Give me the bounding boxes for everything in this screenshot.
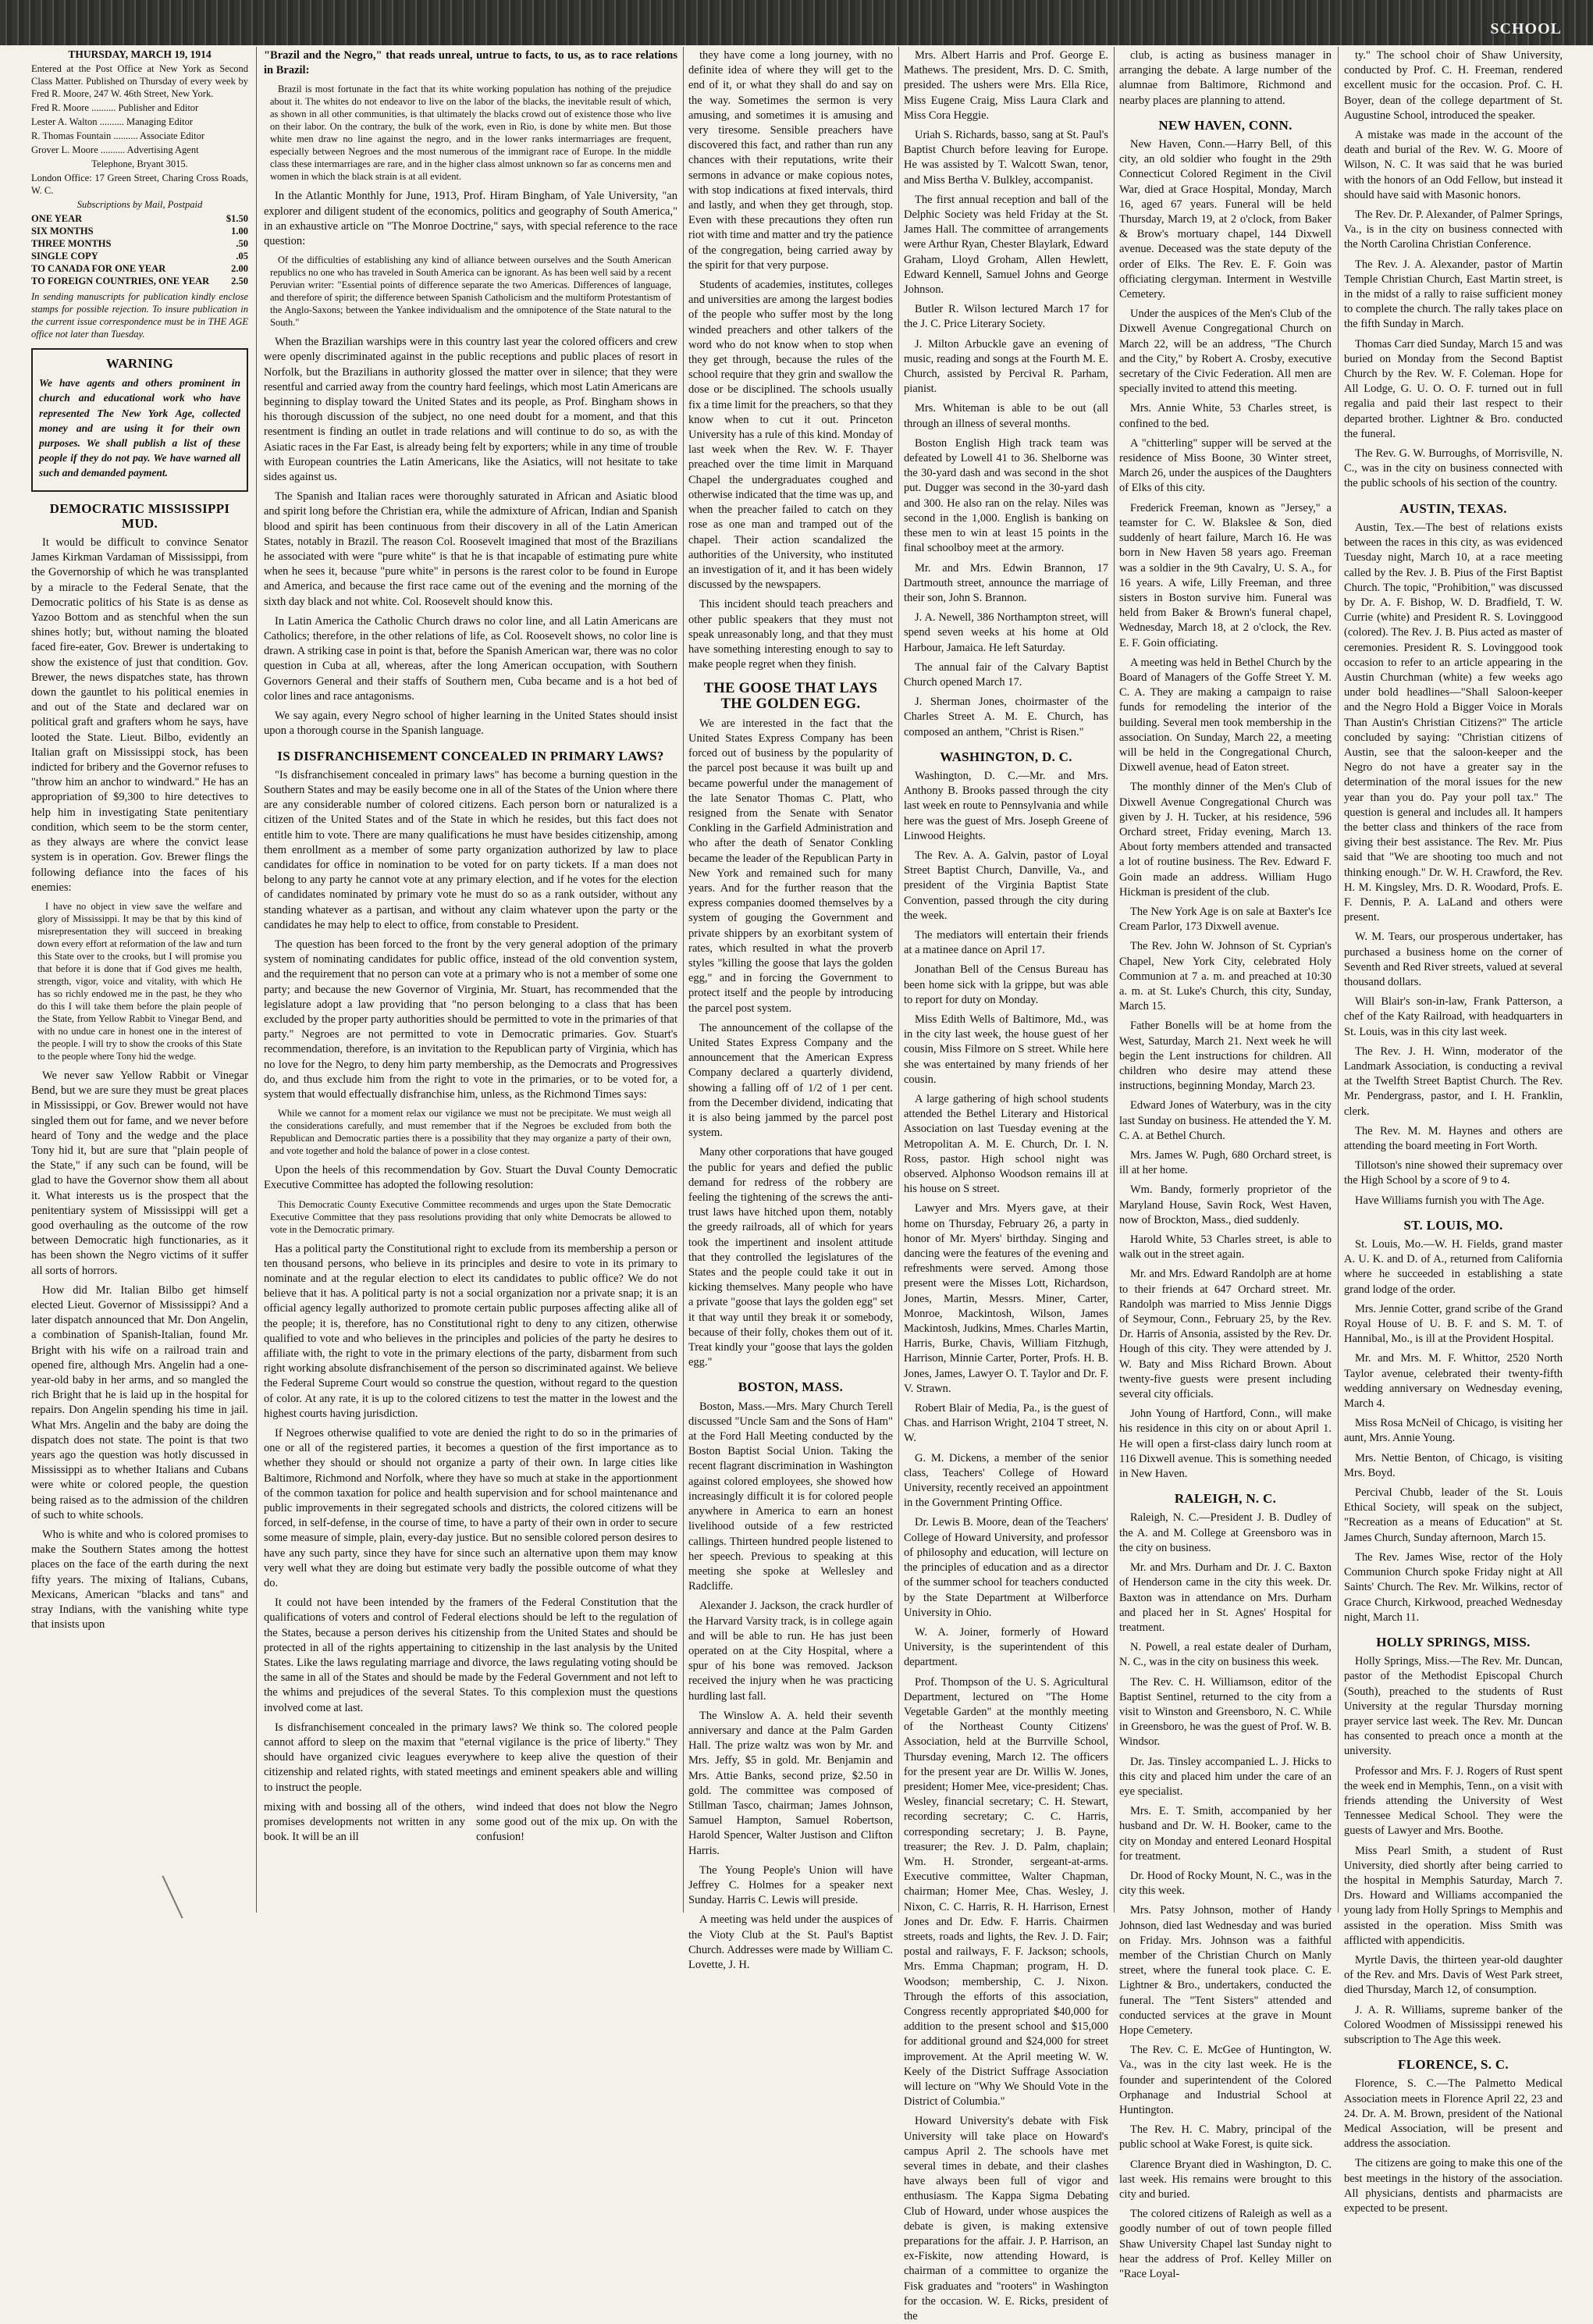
header-label: SCHOOL — [1490, 20, 1562, 37]
news-item: St. Louis, Mo.—W. H. Fields, grand master A. U. K. and D. of A., returned from California where he succeeded in establishing a state grand lodge of the order. — [1344, 1238, 1563, 1296]
news-item: Austin, Tex.—The best of relations exists between the races in this city, as was evidenced Tuesday night, March 10, at a race meeting called by the Rev. J. B. Pius of the First Baptist Church. The topic, "Prohibition," was discussed by Dr. A. F. Bishop, W. D. Bradfield, T. W. Currie (white) and President R. S. Lovinggood (colored). The Rev. J. B. Pius acted as master of ceremonies. President R. S. Lovinggood took occasion to refer to an article appearing in the Austin Churchman (white) a few weeks ago under bold headlines—"Shall Saloon-keeper and the Negro Hold a Bigger Voice in Morals Than Austin's Christian Citizens?" The article concluded by saying: "Christian citizens of Austin, see that the saloon-keeper and the Negro do not have a greater say in the determination of the moral issues for the new year than you do. Pay your poll tax." The question is general and includes all. It hampers the better class and thinkers of the race from giving their best assistance. The Rev. Mr. Pius said that "We are shooting too much and not thinking enough." Dr. W. H. Crawford, the Rev. H. M. Kingsley, Mrs. D. R. Woodard, Profs. E. F. Dennis, P. A. LaLand and others were present. — [1344, 521, 1563, 924]
telephone: Telephone, Bryant 3015. — [91, 158, 188, 169]
news-item: Mr. and Mrs. Durham and Dr. J. C. Baxton of Henderson came in the city this week. Dr. Baxton was in attendance on Mrs. Durham and placed her in St. Agnes' Hospital for treatment. — [1119, 1561, 1332, 1634]
news-item: The Rev. J. A. Alexander, pastor of Martin Temple Christian Church, East Martin street, is in the midst of a rally to raise sufficient money to complete the church. The rally takes place on the fifth Sunday in March. — [1344, 258, 1563, 331]
news-item: The Rev. Dr. P. Alexander, of Palmer Springs, Va., is in the city on business connected with the North Carolina Christian Conference. — [1344, 208, 1563, 251]
article-kicker: "Brazil and the Negro," that reads unreal, untrue to facts, to us, as to race relations in Brazil: — [264, 49, 677, 77]
news-item: J. A. R. Williams, supreme banker of the Colored Woodmen of Mississippi renewed his subscription to The Age this week. — [1344, 2003, 1563, 2046]
article-paragraph: In Latin America the Catholic Church draws no color line, and all Latin Americans are Catholics; therefore, in the other relations of life, as Col. Roosevelt shows, no color line is drawn. A striking case in point is that, before the Spanish American war, there was no color question in Cuba at all, whereas, after the long American occupation, with Southern Governors General and their staffs of Southern men, Cuba became and is a hot bed of color lines and race antagonisms. — [264, 614, 677, 703]
rate-term: ONE YEAR — [31, 213, 83, 224]
news-item: Boston English High track team was defeated by Lowell 41 to 36. Shelborne was the 30-yard dash and was second in the shot put. Dugger was second in the 30-yard dash and 300. He also ran on the relay. Niles was second in the 1,000. English is banking on these men to win at least 15 points in the final schoolboy meet at the armory. — [904, 436, 1108, 555]
column-3 — [688, 48, 893, 1971]
news-item: A meeting was held under the auspices of the Vioty Club at the St. Paul's Baptist Church. Addresses were made by William C. Lovette, J. H. — [688, 1913, 893, 1971]
block-quote: Brazil is most fortunate in the fact that its white working population has nothing of the prejudice about it. The whites do not endeavor to live on the labor of the blacks, the inevitable result of which, as shown in all other communities, is that ultimately the blacks crowd out of existence those who live on their labor. On the contrary, the bulk of the work, even in Rio, is done by white men. But those white men draw no line against the negro, and in the lower ranks intermarriages are frequent, especially between Negroes and the most numerous of the immigrant race of Europe. In the middle class these intermarriages are rare, and in the higher class almost unknown so far as concerns men and women in which the black strain is at all evident. — [270, 84, 671, 183]
section-title: WASHINGTON, D. C. — [940, 749, 1072, 764]
news-item: Have Williams furnish you with The Age. — [1355, 1194, 1545, 1207]
warning-body: We have agents and others prominent in church and educational work who have represented The New York Age, collected money and are using it for their own purposes. We shall publish a list of these people if they do not pay. We have warned all such and demanded payment. — [39, 377, 240, 479]
news-item: The New York Age is on sale at Baxter's Ice Cream Parlor, 173 Dixwell avenue. — [1119, 905, 1332, 934]
article-paragraph: If Negroes otherwise qualified to vote are denied the right to do so in the primaries of one or all of the registered parties, it becomes a question of the first importance as to whether they should or should not organize a party of their own. In large cities like Baltimore, Richmond and Norfolk, where they have so much at stake in the apportionment of the common taxation for police and health supervision and for school maintenance and public improvements in their segregated schools and districts, the colored citizens will be forced, in self-defense, in the course of time, to have a party of their own in order to secure some measure of simple, plain, every-day justice. But no sensible colored person desires to have any such party, since they have for since such an alternative upon them may know very well what they are doing but estimate very badly the possible outcome of what they do. — [264, 1427, 677, 1590]
news-item: John Young of Hartford, Conn., will make his residence in this city on or about April 1. He will open a first-class dairy lunch room at 116 Dixwell avenue. This is something needed in New Haven. — [1119, 1408, 1332, 1481]
article-paragraph: The question has been forced to the front by the very general adoption of the primary system of nominating candidates for public office, instead of the old convention system, and the requirement that no person can vote at a primary who is not a member of some one party; and because the new Governor of Virginia, Mr. Stuart, has recommended that the legislature adopt a law providing that "no person belonging to a class that has been excluded by the proper party authorities should be permitted to vote in the primaries of that party." Negroes are not permitted to vote in Democratic primaries. Gov. Stuart's recommendation, therefore, is an invitation to the Republican party of Virginia, which has no love for the Negro, to deny him party membership, as the Democrats and Progressives do, and thus exclude him from the right to vote in the primaries, or to be voted for, a system that would effectually disfranchise him, unless, as the Richmond Times says: — [264, 938, 677, 1101]
section-title: RALEIGH, N. C. — [1174, 1491, 1277, 1507]
block-quote: While we cannot for a moment relax our vigilance we must not be precipitate. We must weigh all the considerations carefully, and must remember that if the Negroes be excluded from both the Republican and Democratic parties there is a possibility that they may organize a party of their own, and vote together and hold the balance of power in a close contest. — [270, 1108, 671, 1157]
news-item: G. M. Dickens, a member of the senior class, Teachers' College of Howard University, recently received an appointment in the Government Printing Office. — [904, 1451, 1108, 1510]
article-title: DEMOCRATIC MISSISSIPPI MUD. — [49, 500, 230, 531]
rate-term: TO FOREIGN COUNTRIES, ONE YEAR — [31, 276, 210, 286]
rate-price: .05 — [236, 251, 248, 262]
section-title: NEW HAVEN, CONN. — [1158, 117, 1293, 133]
news-item: Under the auspices of the Men's Club of the Dixwell Avenue Congregational Church on March 22, will be an address, "The Church and the City," by Robert A. Crosby, executive secretary of the Civic Federation. All men are specially invited to attend this meeting. — [1119, 308, 1332, 396]
news-item: J. Milton Arbuckle gave an evening of music, reading and songs at the Fourth M. E. Church, assisted by Percival R. Parham, pianist. — [904, 337, 1108, 396]
article-paragraph: We say again, every Negro school of higher learning in the United States should insist upon a thorough course in the Spanish language. — [264, 710, 677, 738]
article-paragraph: they have come a long journey, with no definite idea of where they will get to the end of it, or what they shall do and say on the way. Sometimes the sermon is very amusing, and sometimes it is amusing and very tiresome. Sensible preachers have discovered this fact, and rather than run any chances with their reputations, write their sermons in advance or make copious notes, with stop indications at fixed intervals, third and lastly, and when they get through, stop. Even with these precautions they often run riot with time and matter and try the patience of the congregation, being carried away by the spirit for that very purpose. — [688, 49, 893, 272]
news-item: A mistake was made in the account of the death and burial of the Rev. W. G. Moore of Wilson, N. C. It was said that he was buried with the honors of an Odd Fellow, but instead it should have said with Masonic honors. — [1344, 129, 1563, 201]
news-item: The Winslow A. A. held their seventh anniversary and dance at the Palm Garden Hall. The prize waltz was won by Mr. and Mrs. Jeffy, $5 in gold. Mr. Benjamin and Mrs. Attie Banks, second prize, $2.50 in gold. The committee was composed of Stillman Tasco, chairman; James Johnson, Samuel Hampton, Samuel Robertson, Harold Spencer, Walter Justison and Clifton Harris. — [688, 1709, 893, 1857]
rate-row — [31, 262, 248, 275]
article-paragraph: It would be difficult to convince Senator James Kirkman Vardaman of Mississippi, from the Governorship of which he was transplanted by a miracle to the Federal Senate, that the Democratic politics of his State is as dense as Yazoo Bottom and as stenchful when the sun shines hotly; but, without naming the bloated faced fire-eater, Gov. Brewer is undertaking to show the existence of just that condition. Gov. Brewer, the news dispatches state, has thrown down the gauntlet to his political enemies in and out of the State and declared war on political graft and grafters whom he says, have looted the State. Lieut. Bilbo, evidently an Italian graft on Mississippi stock, has been indicted for bribery and the Governor refuses to "throw him an anchor to windward." He has an appropriation of $9,300 to hire detectives to help him in investigating State penitentiary condition, which seem to be the storm center, as they always are where the convict lease system is in operation. Gov. Brewer flings the following defiance into the faces of his enemies: — [31, 536, 248, 894]
news-item: Jonathan Bell of the Census Bureau has been home sick with la grippe, but was able to report for duty on Monday. — [904, 963, 1108, 1006]
article-paragraph: Many other corporations that have gouged the public for years and defied the public demand for redress of the robbery are feeling the tightening of the screws the anti-trust laws have hitched upon them, notably the greedy railroads, all of which for years took the impertinent and insolent attitude that they controlled the legislatures of the States and the people could take it out in kicking themselves. Many people who have a private "goose that lays the golden egg" set it that way until they break it or somebody, because of their folly, chokes them out of it. Treat kindly your "goose that lays the golden egg." — [688, 1146, 893, 1369]
news-item: The Rev. James Wise, rector of the Holy Communion Church spoke Friday night at All Saints' Church. The Rev. Mr. Wilkins, rector of Grace Church, Kirkwood, preached Wednesday night, March 11. — [1344, 1550, 1563, 1624]
section-title: FLORENCE, S. C. — [1398, 2057, 1509, 2073]
entry-notice: Entered at the Post Office at New York as Second Class Matter. Published on Thursday of every week by Fred R. Moore, 247 W. 46th Street, New York. — [31, 63, 248, 99]
news-item: J. A. Newell, 386 Northampton street, will spend seven weeks at his home at Old Harbour, Jamaica. He left Saturday. — [904, 611, 1108, 654]
rate-price: $1.50 — [226, 213, 248, 224]
masthead — [31, 48, 248, 340]
column-rule — [1114, 47, 1115, 1913]
news-item: Frederick Freeman, known as "Jersey," a teamster for C. W. Blakslee & Son, died suddenly of heart failure, March 16. He was born in New Haven 58 years ago. Freeman was a soldier in the 9th Cavalry, U. S. A., for 16 years. A wife, Lilly Freeman, and three sisters in Boston survive him. Funeral was held from Baker & Brown's funeral chapel, Wednesday, March 18, at 2 o'clock, the Rev. E. F. Goin officiating. — [1119, 501, 1332, 650]
news-item: Howard University's debate with Fisk University will take place on Howard's campus April 2. The schools have met several times in debate, and their clashes have always been full of vigor and enthusiasm. The Kappa Sigma Debating Club of Howard, under whose auspices the debate is given, is making extensive preparations for the affair. J. P. Harrison, an ex-Fiskite, now attending Howard, is chairman of a committee to organize the Fisk graduates and "rooters" in Washington for the occasion. W. E. Ricks, president of the — [904, 2115, 1108, 2323]
news-item: Mrs. Nettie Benton, of Chicago, is visiting Mrs. Boyd. — [1344, 1451, 1563, 1479]
article-paragraph: When the Brazilian warships were in this country last year the colored officers and crew were openly discriminated against in the public receptions and public places of resort in Norfolk, but the Brazilians in authority glossed the matter over in silence; that they were resentful and carried away from the country hard feelings, which most Latin Americans are beginning to display toward the United States and its people, as Prof. Bingham shows in his thorough discussion of the subject, no one need doubt for a moment, and that this resentment is finding an outlet in trade relations and will continue to do so, as with the Asiatic races in the Far East, is already being felt by exporters; while in any time of trouble with European countries the Latin Americans, like the Asiatics, will not hesitate to take sides against us. — [264, 336, 677, 484]
issue-date: THURSDAY, MARCH 19, 1914 — [68, 48, 212, 60]
article-paragraph: The Spanish and Italian races were thoroughly saturated in African and Asiatic blood and spirit long before the Christian era, while the admixture of African, Indian and Spanish blood and spirit has been continuous from their discovery in all of the Latin American States, notably in Brazil. The reason Col. Roosevelt imagined that most of the Brazilians he associated with were "pure white" is that he is that incapable of estimating pure white when he sees it, because "pure white" in persons is the rarest color to be found in Europe and America, and because the first race came out of the evening and the morning of the sixth day black and not white. Col. Roosevelt should know this. — [264, 490, 677, 608]
news-item: Washington, D. C.—Mr. and Mrs. Anthony B. Brooks passed through the city last week en route to Pennsylvania and while here was the guest of Mrs. Joseph Greene of Linwood Heights. — [904, 769, 1108, 842]
section-title: ST. LOUIS, MO. — [1403, 1217, 1503, 1233]
article-paragraph: In the Atlantic Monthly for June, 1913, Prof. Hiram Bingham, of Yale University, "an explorer and diligent student of the economics, politics and geography of South America," in an exhaustive article on "The Monroe Doctrine," says, with special reference to the race question: — [264, 190, 677, 248]
news-item: Lawyer and Mrs. Myers gave, at their home on Thursday, February 26, a party in honor of Mr. Myers' birthday. Singing and dancing were the features of the evening and refreshments were served. Among those present were the Misses Lott, Richardson, Jones, Martin, Messrs. Miner, Carter, Monroe, Mackintosh, Wilson, James Mackintosh, Judkins, Mmes. Charles Martin, Harris, Burke, Chavis, William Fitzhugh, Harrison, Minnie Carter, Porter, Profs. H. B. Jones, James, Lawyer O. T. Taylor and Dr. F. V. Strawn. — [904, 1202, 1108, 1395]
news-item: The Young People's Union will have Jeffrey C. Holmes for a speaker next Sunday. Harris C. Lewis will preside. — [688, 1863, 893, 1907]
news-item: The Rev. A. A. Galvin, pastor of Loyal Street Baptist Church, Danville, Va., and president of the Virginia Baptist State Convention, passed through the city during the week. — [904, 849, 1108, 922]
news-item: Percival Chubb, leader of the St. Louis Ethical Society, will speak on the subject, "Recreation as a means of Education" at St. James Church, Sunday afternoon, March 15. — [1344, 1486, 1563, 1544]
column-2 — [264, 48, 677, 1906]
tail-left: mixing with and bossing all of the others, promises developments not written in any book. It will be an ill — [264, 1800, 465, 1844]
submission-notice: In sending manuscripts for publication kindly enclose stamps for possible rejection. To insure publication in the current issue correspondence must be in THE AGE office not later than Tuesday. — [31, 291, 248, 340]
news-item: Florence, S. C.—The Palmetto Medical Association meets in Florence April 22, 23 and 24. Dr. A. M. Brown, president of the National Medical Association, will be present and address the association. — [1344, 2077, 1563, 2151]
news-item: N. Powell, a real estate dealer of Durham, N. C., was in the city on business this week. — [1119, 1641, 1332, 1669]
news-item: Edward Jones of Waterbury, was in the city last Sunday on business. He attended the Y. M. C. A. at Bethel Church. — [1119, 1099, 1332, 1142]
rate-row — [31, 225, 248, 237]
top-ink-strip — [0, 0, 1593, 45]
news-item: Boston, Mass.—Mrs. Mary Church Terell discussed "Uncle Sam and the Sons of Ham" at the Ford Hall Meeting conducted by the Boston Baptist Social Union. Taking the recent flagrant discrimination in Washington against colored employees, she showed how increasingly difficult it is for colored people anywhere in America to earn an honest livelihood outside of a few restricted callings. Thirteen hundred people listened to her speech. Previous to speaking at this meeting she spoke at Wellesley and Radcliffe. — [688, 1400, 893, 1593]
news-item: Alexander J. Jackson, the crack hurdler of the Harvard Varsity track, is in college again and will be able to run. He has just been operated on at the City Hospital, where a spur of his bone was removed. Jackson received the injury when he was practicing hurdling last fall. — [688, 1600, 893, 1703]
rate-price: 2.00 — [231, 263, 248, 274]
news-item: The monthly dinner of the Men's Club of Dixwell Avenue Congregational Church was given by J. H. Tucker, at his residence, 596 Orchard street, Friday evening, March 13. About forty members attended and transacted a lot of routine business. The Rev. Edward F. Goin made an address. William Hugo Hickman is president of the club. — [1119, 781, 1332, 899]
news-item: Mr. and Mrs. M. F. Whittor, 2520 North Taylor avenue, celebrated their twenty-fifth wedding anniversary on Wednesday evening, March 4. — [1344, 1352, 1563, 1411]
column-rule — [1338, 47, 1339, 1913]
article-paragraph: The announcement of the collapse of the United States Express Company and the announcement that the American Express Company declared a quarterly dividend, showing a falling off of 1/2 of 1 per cent. from the December dividend, indicating that it is also being jammed by the parcel post system. — [688, 1021, 893, 1140]
news-item: The Rev. J. H. Winn, moderator of the Landmark Association, is conducting a revival at the Twelfth Street Baptist Church. The Rev. Mr. Pendergrass, pastor, and I. H. Franklin, clerk. — [1344, 1045, 1563, 1118]
article-paragraph: It could not have been intended by the framers of the Federal Constitution that the qualifications of voters and control of Federal elections should be left to the regulation of the States, because a person derives his citizenship from the United States and should be protected in all of the rights appertaining to citizenship in the last analysis by the United States. Like the laws regulating marriage and divorce, the laws regulating voting should be the same in all of the States and should be made by the Federal Government and not left to the whims and prejudices of the several States. To this complexion must the questions involved come at last. — [264, 1596, 677, 1714]
rate-term: THREE MONTHS — [31, 238, 112, 249]
column-1 — [31, 48, 248, 1906]
warning-box — [31, 348, 248, 492]
article-tail — [264, 1800, 677, 1850]
block-quote: I have no object in view save the welfare and glory of Mississippi. It may be that by this kind of misrepresentation they will succeed in breaking down every effort at reformation of the law and turn this State over to the crooks, but I will promise you that before it is done that if God gives me health, strength, vigor, voice and vitality, with which He has so richly endowed me in the past, he they who do this I will take them before the plain people of the State, from Yellow Rabbit to Vinegar Bend, and with no undue care in honest one in the interest of the people. I will try to show the crooks of this State to the people where Tony hid the wedge. — [37, 900, 242, 1062]
news-item: Mrs. Patsy Johnson, mother of Handy Johnson, died last Wednesday and was buried on Friday. Mrs. Johnson was a faithful member of the Christian Church on Manly street, where the funeral took place. C. E. Lightner & Bro., undertakers, conducted the funeral. The "Tent Sisters" attended and conducted services at the grave in Mount Hope Cemetery. — [1119, 1904, 1332, 2037]
news-item: W. A. Joiner, formerly of Howard University, is the superintendent of this department. — [904, 1625, 1108, 1669]
warning-title: WARNING — [105, 356, 174, 371]
news-item: Dr. Lewis B. Moore, dean of the Teachers' College of Howard University, and professor of philosophy and education, will lecture on the principles of education and as a director of the summer school for teachers conducted by the State Department at Wilberforce University in Ohio. — [904, 1516, 1108, 1619]
rate-term: SINGLE COPY — [31, 251, 98, 262]
news-item: Harold White, 53 Charles street, is able to walk out in the street again. — [1119, 1233, 1332, 1262]
rate-row — [31, 275, 248, 287]
article-paragraph: Who is white and who is colored promises to make the Southern States among the hottest places on the face of the earth during the next fifty years. The mixing of Italians, Cubans, Mexicans, American "blacks and tans" and stray Indians, with the vanishing white type that insists upon — [31, 1529, 248, 1632]
news-item: A meeting was held in Bethel Church by the Board of Managers of the Goffe Street Y. M. C. A. They are making a campaign to raise funds for remodeling the interior of the building. Several men took membership in the association. On Sunday, March 22, a meeting will be held in the Congregational Church, Dixwell avenue, head of Eaton street. — [1119, 656, 1332, 774]
news-item: ty." The school choir of Shaw University, conducted by Prof. C. H. Freeman, rendered excellent music for the occasion. Prof. C. H. Boyer, dean of the college department of St. Augustine School, introduced the speaker. — [1344, 49, 1563, 122]
column-6 — [1344, 48, 1563, 2215]
news-item: Thomas Carr died Sunday, March 15 and was buried on Monday from the Second Baptist Church by the Rev. W. F. Coleman. Hope for All Lodge, G. U. O. O. F. turned out in full regalia and paid their last respect to their departed brother. Lightner & Bro. conducted the funeral. — [1344, 337, 1563, 440]
news-item: Holly Springs, Miss.—The Rev. Mr. Duncan, pastor of the Methodist Episcopal Church (South), preached to the students of Rust University at the regular Thursday morning prayer service last week. The Rev. Mr. Duncan has consented to preach once a month at the university. — [1344, 1655, 1563, 1758]
news-item: Uriah S. Richards, basso, sang at St. Paul's Baptist Church before leaving for Europe. He was assisted by T. Walcott Swan, tenor, and Miss Bertha V. Bulkley, accompanist. — [904, 129, 1108, 187]
branch-office: London Office: 17 Green Street, Charing Cross Roads, W. C. — [31, 173, 248, 196]
news-item: Clarence Bryant died in Washington, D. C. last week. His remains were brought to this city and buried. — [1119, 2158, 1332, 2201]
block-quote: Of the difficulties of establishing any kind of alliance between ourselves and the South American republics no one who has traveled in South America can be ignorant. As has been well said by a recent Peruvian writer: "Essential points of difference separate the two Americas. Differences of language, and therefore of spirit; the difference between Spanish Catholicism and the multiform Protestantism of the Anglo-Saxons; between the Yankee individualism and the omnipotence of the State natural to the South." — [270, 254, 671, 329]
news-item: Mrs. James W. Pugh, 680 Orchard street, is ill at her home. — [1119, 1149, 1332, 1177]
section-title: HOLLY SPRINGS, MISS. — [1376, 1634, 1531, 1650]
news-item: The Rev. C. H. Williamson, editor of the Baptist Sentinel, returned to the city from a visit to Winston and Greensboro, N. C. While in Greensboro, he was the guest of Prof. W. B. Windsor. — [1119, 1675, 1332, 1749]
news-item: Robert Blair of Media, Pa., is the guest of Chas. and Harrison Wright, 2104 T street, N. W. — [904, 1402, 1108, 1445]
article-title: IS DISFRANCHISEMENT CONCEALED IN PRIMARY LAWS? — [277, 748, 664, 763]
article-paragraph: Students of academies, institutes, colleges and universities are among the largest bodies of the people who suffer most by the long winded preachers and other talkers of the word who do not know when to stop when they get through, because the rules of the school require that they grin and swallow the dose or be disciplined. The schools usually fix a time limit for the preachers, so that they know when to cut it out. Princeton University has a rule of this kind. Monday of last week when the Rev. W. F. Thayer preached over the time limit in Marquand Chapel the undergraduates coughed and otherwise indicated that the time was up, and when the preacher failed to catch on they rose as one man and tramped out of the chapel. Their action scandalized the authorities of the University, who instituted an investigation of it, and it has been widely discussed by the newspapers. — [688, 279, 893, 592]
staff-line: R. Thomas Fountain .......... Associate Editor — [31, 130, 204, 141]
article-paragraph: Upon the heels of this recommendation by Gov. Stuart the Duval County Democratic Executive Committee has adopted the following resolution: — [264, 1164, 677, 1192]
news-item: Myrtle Davis, the thirteen year-old daughter of the Rev. and Mrs. Davis of West Park street, died Thursday, March 12, of consumption. — [1344, 1953, 1563, 1997]
news-item: Miss Pearl Smith, a student of Rust University, died shortly after being carried to the hospital in Memphis Saturday, March 7. Drs. Howard and Williams accompanied the young lady from Holly Springs to Memphis and assisted in the operation. Miss Smith was afflicted with appendicitis. — [1344, 1844, 1563, 1947]
news-item: Miss Edith Wells of Baltimore, Md., was in the city last week, the house guest of her cousin, Miss Filmore on S street. While here she was entertained by many friends of her cousin. — [904, 1013, 1108, 1086]
news-item: J. Sherman Jones, choirmaster of the Charles Street A. M. E. Church, has composed an anthem, "Christ is Risen." — [904, 696, 1108, 738]
news-item: The Rev. H. C. Mabry, principal of the public school at Wake Forest, is quite sick. — [1119, 2123, 1332, 2151]
news-item: Raleigh, N. C.—President J. B. Dudley of the A. and M. College at Greensboro was in the city on business. — [1119, 1511, 1332, 1554]
rate-price: .50 — [236, 238, 248, 249]
staff-line: Grover L. Moore .......... Advertising Agent — [31, 144, 199, 155]
news-item: Dr. Hood of Rocky Mount, N. C., was in the city this week. — [1119, 1869, 1332, 1898]
rate-term: SIX MONTHS — [31, 226, 94, 237]
rate-price: 2.50 — [231, 276, 248, 286]
news-item: The colored citizens of Raleigh as well as a goodly number of out of town people filled Shaw University Chapel last Sunday night to hear the address of Prof. Kelley Miller on "Race Loyal- — [1119, 2208, 1332, 2281]
article-title: THE GOOSE THAT LAYS THE GOLDEN EGG. — [703, 681, 878, 712]
news-item: The mediators will entertain their friends at a matinee dance on April 17. — [904, 928, 1108, 957]
column-4 — [904, 48, 1108, 2323]
rate-row — [31, 237, 248, 250]
section-title: BOSTON, MASS. — [738, 1379, 844, 1395]
article-paragraph: This incident should teach preachers and other public speakers that they must not speak unreasonably long, and that they must have something interesting enough to say to make people regret when they finish. — [688, 598, 893, 671]
rate-term: TO CANADA FOR ONE YEAR — [31, 263, 166, 274]
news-item: The Rev. G. W. Burroughs, of Morrisville, N. C., was in the city on business connected with the public schools of his section of the country. — [1344, 447, 1563, 490]
news-item: The first annual reception and ball of the Delphic Society was held Friday at the St. James Hall. The committee of arrangements were Arthur Ryan, Chester Blaylark, Edward Graham, Lloyd Groham, Allen Hewlett, Edward Kennell, Samuel Johns and George Johnson. — [904, 193, 1108, 297]
news-item: Professor and Mrs. F. J. Rogers of Rust spent the week end in Memphis, Tenn., on a visit with friends attending the University of West Tennessee Medical School. They were the guests of Lawyer and Mrs. Boothe. — [1344, 1764, 1563, 1838]
news-item: A "chitterling" supper will be served at the residence of Miss Boone, 30 Winter street, March 26, under the auspices of the Daughters of Elks of this city. — [1119, 436, 1332, 495]
news-item: Mrs. E. T. Smith, accompanied by her husband and Dr. W. H. Booker, came to the city on Monday and entered Leonard Hospital for treatment. — [1119, 1805, 1332, 1863]
news-item: Mr. and Mrs. Edwin Brannon, 17 Dartmouth street, announce the marriage of their son, John S. Brannon. — [904, 561, 1108, 604]
news-item: club, is acting as business manager in arranging the debate. A large number of the alumnae from Baltimore, Richmond and nearby places are planning to attend. — [1119, 49, 1332, 107]
column-5 — [1119, 48, 1332, 2281]
news-item: Mrs. Albert Harris and Prof. George E. Mathews. The president, Mrs. D. C. Smith, presided. The ushers were Mrs. Ella Rice, Miss Eugene Craig, Miss Laura Clark and Miss Cora Heggie. — [904, 49, 1108, 122]
news-item: New Haven, Conn.—Harry Bell, of this city, an old soldier who fought in the 29th Connecticut Colored Regiment in the Civil War, died at Grace Hospital, Monday, March 16, aged 67 years. Funeral will be held Thursday, March 19, at 2 o'clock, from Baker & Brow's mortuary chapel, 144 Dixwell avenue. Deceased was the state deputy of the order of Elks. The Rev. E. F. Goin was officiating clergyman. Interment in Westville Cemetery. — [1119, 138, 1332, 301]
section-title: AUSTIN, TEXAS. — [1399, 500, 1507, 516]
subscription-rates — [31, 212, 248, 287]
news-item: The Rev. M. M. Haynes and others are attending the board meeting in Fort Worth. — [1344, 1124, 1563, 1153]
subscription-title: Subscriptions by Mail, Postpaid — [76, 199, 203, 210]
article-paragraph: We are interested in the fact that the United States Express Company has been forced out of business by the popularity of the parcel post because it was built up and became powerful under the management of the late Senator Thomas C. Platt, who resigned from the Senate with Senator Conkling in the Garfield Administration and who after the death of Senator Conkling became the leader of the Republican Party in New York and remained such for many years. And for the further reason that the express companies doomed themselves by a system of gouging the Government and private shippers by an exorbitant system of rates, which resulted in what the proverb styles "killing the goose that lays the golden egg," and in forcing the Government to protect itself and the people by introducing the parcel post system. — [688, 717, 893, 1015]
news-item: Wm. Bandy, formerly proprietor of the Maryland House, Savin Rock, West Haven, now of Brockton, Mass., died suddenly. — [1119, 1183, 1332, 1226]
staff-line: Lester A. Walton .......... Managing Editor — [31, 116, 194, 127]
news-item: The Rev. C. E. McGee of Huntington, W. Va., was in the city last week. He is the founder and superintendent of the Colored Orphanage and Industrial School at Huntington. — [1119, 2044, 1332, 2116]
rate-row — [31, 212, 248, 225]
staff-line: Fred R. Moore .......... Publisher and Editor — [31, 102, 199, 113]
article-paragraph: We never saw Yellow Rabbit or Vinegar Bend, but we are sure they must be great places in Mississippi, or Gov. Brewer would not have singled them out for fame, and we never before heard of Tony and the wedge and the place Tony hid it, but are sure that "plain people of the State," if any such can be found, will be glad to have the Governor show them all about it. What interests us is the prospect that the penitentiary system of Mississippi will get a good overhauling as the outcome of the row between Democratic high functionaries, as it has been shown the Negro victims of it suffer all sorts of horrors. — [31, 1069, 248, 1277]
tail-right: wind indeed that does not blow the Negro some good out of the mix up. On with the confusion! — [476, 1800, 677, 1844]
news-item: Prof. Thompson of the U. S. Agricultural Department, lectured on "The Home Vegetable Garden" at the monthly meeting of the Northeast County Citizens' Association, held at the Burrville School, Thursday evening, March 12. The officers for the present year are Dr. Willis W. Jones, president; Homer Mee, vice-president; Chas. Wesley, financial secretary; C. H. Stewart, recording secretary; C. C. Harris, corresponding secretary; J. B. Payne, treasurer; the Rev. J. D. Palm, chaplain; Wm. H. Stronder, sergeant-at-arms. Executive committee, Walter Chapman, chairman; Homer Mee, Chas. Wesley, J. Nixon, C. C. Harris, R. H. Harrison, Ernest Jones and Dr. Edw. F. Harris. Chairmen streets, roads and lights, the Rev. J. D. Fair; postal and railways, F. F. Jackson; schools, Mrs. Emma Chapman; program, H. D. Woodson; membership, C. J. Nixon. Through the efforts of this association, Congress recently appropriated $40,000 for addition to the present school and $15,000 for additional ground and $24,000 for street improvement. At the April meeting W. W. Keely of the District Suffrage Association will lecture on "Why We Should Vote in the District of Columbia." — [904, 1675, 1108, 2109]
news-item: A large gathering of high school students attended the Bethel Literary and Historical Association on last Tuesday evening at the Metropolitan A. M. E. Church, Dr. I. N. Ross, pastor. High school night was observed. Alphonso Woodson remains ill at his house on S street. — [904, 1093, 1108, 1196]
news-item: Will Blair's son-in-law, Frank Patterson, a chef of the Katy Railroad, with headquarters in St. Louis, was in this city last week. — [1344, 995, 1563, 1038]
news-item: The citizens are going to make this one of the best meetings in the history of the association. All physicians, dentists and pharmacists are expected to be present. — [1344, 2157, 1563, 2215]
news-item: Tillotson's nine showed their supremacy over the High School by a score of 9 to 4. — [1344, 1159, 1563, 1187]
article-paragraph: Is disfranchisement concealed in the primary laws? We think so. The colored people cannot afford to sleep on the maxim that "eternal vigilance is the price of liberty." They should have organized civic leagues everywhere to keep alive the question of their citizenship and related rights, with stated meetings and eminent speakers able and willing to instruct the people. — [264, 1721, 677, 1794]
block-quote: This Democratic County Executive Committee recommends and urges upon the State Democratic Executive Committee that they pass resolutions providing that only white Democrats be allowed to vote in the Democratic primary. — [270, 1198, 671, 1235]
news-item: Father Bonells will be at home from the West, Saturday, March 21. Next week he will begin the Lent instructions for children. All children who desire may attend these instructions, beginning Monday, March 23. — [1119, 1020, 1332, 1093]
news-item: Butler R. Wilson lectured March 17 for the J. C. Price Literary Society. — [904, 303, 1108, 331]
news-item: Mr. and Mrs. Edward Randolph are at home to their friends at 647 Orchard street. Mr. Randolph was married to Miss Jennie Diggs of Seymour, Conn., February 25, by the Rev. Dr. Harris of Ansonia, assisted by the Rev. Dr. Hough of this city. They were attended by J. W. Baty and Miss Richard Brown. About twenty-five guests were present including several city officials. — [1119, 1268, 1332, 1401]
news-item: W. M. Tears, our prosperous undertaker, has purchased a business home on the corner of Seventh and Red River streets, valued at several thousand dollars. — [1344, 931, 1563, 988]
news-item: Mrs. Annie White, 53 Charles street, is confined to the bed. — [1119, 402, 1332, 430]
rate-price: 1.00 — [231, 226, 248, 237]
column-rule — [256, 47, 257, 1913]
news-item: Dr. Jas. Tinsley accompanied L. J. Hicks to this city and placed him under the care of an eye specialist. — [1119, 1755, 1332, 1798]
article-paragraph: Has a political party the Constitutional right to exclude from its membership a person or ten thousand persons, who believe in its principles and desire to vote in its primary to nominate and at the regular election to elect its candidates to public office? We do not believe that it has. A political party is not a social organization nor a private snap; it is an official agency legally authorized to promote certain public purposes affecting alike all of the people; it is, therefore, has no Constitutional right to deny to any citizen, otherwise qualified to vote and who believes in the principles and policies of the party he desires to affiliate with, the right to vote in the primary elections of the party, disbarment from such right working absolute disfranchisement of the person so discriminated against. We believe the Federal Supreme Court would so construe the question, without regard to the question of color. At any rate, it is up to the colored citizens to test the matter in the lowest and the highest courts having jurisdiction. — [264, 1242, 677, 1420]
news-item: Miss Rosa McNeil of Chicago, is visiting her aunt, Mrs. Annie Young. — [1344, 1417, 1563, 1445]
column-rule — [898, 47, 899, 1913]
rate-row — [31, 250, 248, 262]
staff-list — [31, 101, 248, 156]
article-paragraph: "Is disfranchisement concealed in primary laws" has become a burning question in the Southern States and may be easily become one in all of the States of the Union where there are any considerable number of colored citizens. Each person born or naturalized is a citizen of the United States and of the State in which he resides, but this fact does not entitle him to vote. There are many qualifications he must have besides citizenship, among them enrollment as a member of some party organization authorized by law to place candidates for office in nomination to be voted for on party tickets. If a man does not belong to any party he cannot vote at any primary election, and if he votes for the election of candidates nominated by primary vote he must do so as a rank outsider, without any standing whatever as a partisan, and without any claim whatever upon the party or the candidates he may help to elect to office, from constable to President. — [264, 768, 677, 931]
news-item: Mrs. Jennie Cotter, grand scribe of the Grand Royal House of U. B. F. and S. M. T. of Hannibal, Mo., is ill at the Provident Hospital. — [1344, 1302, 1563, 1346]
news-item: The Rev. John W. Johnson of St. Cyprian's Chapel, New York City, celebrated Holy Communion at 7 a. m. and preached at 10:30 a. m. at St. Luke's Church, this city, Sunday, March 15. — [1119, 940, 1332, 1013]
news-item: Mrs. Whiteman is able to be out (all through an illness of several months. — [904, 402, 1108, 430]
news-item: The annual fair of the Calvary Baptist Church opened March 17. — [904, 660, 1108, 689]
article-paragraph: How did Mr. Italian Bilbo get himself elected Lieut. Governor of Mississippi? And a later dispatch announced that Mr. Don Angelin, a combination of Spanish-Italian, found Mr. Bright with his wife on a railroad train and opened fire, although Mrs. Angelin had a one-year-old baby in her arms, and so mangled the rich Bright that he is laid up in the hospital for repairs. Don Angelin spending his time in jail. What Mrs. Angelin and the baby are doing the dispatch does not state. The point is that two years ago the question was hotly discussed in Mississippi as to whether Italians and Cubans were white or colored people, the question being raised as to the admission of the children of such to white schools. — [31, 1283, 248, 1521]
column-rule — [683, 47, 684, 1913]
